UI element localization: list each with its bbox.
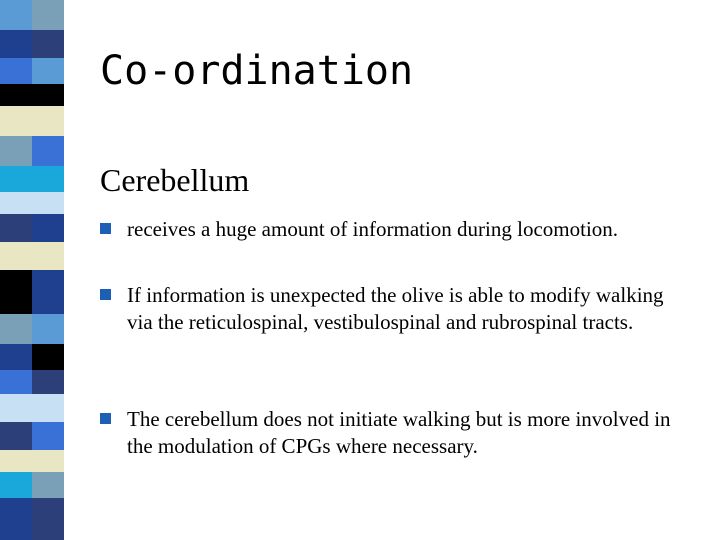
stripe-block bbox=[32, 242, 64, 270]
bullet-text: If information is unexpected the olive is able to modify walking via the reticulospinal, vestibulospinal and rubrospinal tracts. bbox=[127, 283, 664, 334]
stripe-block bbox=[0, 84, 32, 106]
stripe-block bbox=[0, 214, 32, 242]
stripe-block bbox=[0, 314, 32, 344]
stripe-block bbox=[0, 30, 32, 58]
square-bullet-icon bbox=[100, 413, 111, 424]
stripe-block bbox=[32, 422, 64, 450]
stripe-block bbox=[0, 472, 32, 498]
stripe-block bbox=[32, 394, 64, 422]
stripe-block bbox=[0, 344, 32, 370]
stripe-block bbox=[32, 270, 64, 314]
stripe-block bbox=[32, 370, 64, 394]
stripe-block bbox=[32, 84, 64, 106]
stripe-block bbox=[32, 450, 64, 472]
stripe-block bbox=[0, 136, 32, 166]
square-bullet-icon bbox=[100, 289, 111, 300]
stripe-block bbox=[0, 166, 32, 192]
slide-heading: Cerebellum bbox=[100, 162, 250, 198]
stripe-block bbox=[32, 344, 64, 370]
stripe-block bbox=[32, 0, 64, 30]
stripe-block bbox=[32, 30, 64, 58]
stripe-block bbox=[32, 314, 64, 344]
stripe-column-left bbox=[0, 0, 32, 540]
stripe-block bbox=[0, 0, 32, 30]
square-bullet-icon bbox=[100, 223, 111, 234]
decorative-stripe bbox=[0, 0, 64, 540]
stripe-block bbox=[32, 498, 64, 540]
bullet-text: receives a huge amount of information during locomotion. bbox=[127, 217, 619, 241]
stripe-block bbox=[0, 394, 32, 422]
stripe-block bbox=[0, 106, 32, 136]
stripe-block bbox=[32, 58, 64, 84]
stripe-block bbox=[0, 242, 32, 270]
stripe-block bbox=[0, 450, 32, 472]
stripe-block bbox=[32, 192, 64, 214]
stripe-block bbox=[32, 136, 64, 166]
stripe-block bbox=[0, 58, 32, 84]
slide-title: Co-ordination bbox=[100, 48, 414, 94]
stripe-block bbox=[32, 472, 64, 498]
stripe-block bbox=[32, 106, 64, 136]
stripe-column-right bbox=[32, 0, 64, 540]
stripe-block bbox=[0, 422, 32, 450]
stripe-block bbox=[0, 498, 32, 540]
stripe-block bbox=[32, 166, 64, 192]
stripe-block bbox=[0, 370, 32, 394]
bullet-text: The cerebellum does not initiate walking but is more involved in the modulation of CPGs where necessary. bbox=[127, 407, 671, 458]
stripe-block bbox=[32, 214, 64, 242]
stripe-block bbox=[0, 192, 32, 214]
stripe-block bbox=[0, 270, 32, 314]
